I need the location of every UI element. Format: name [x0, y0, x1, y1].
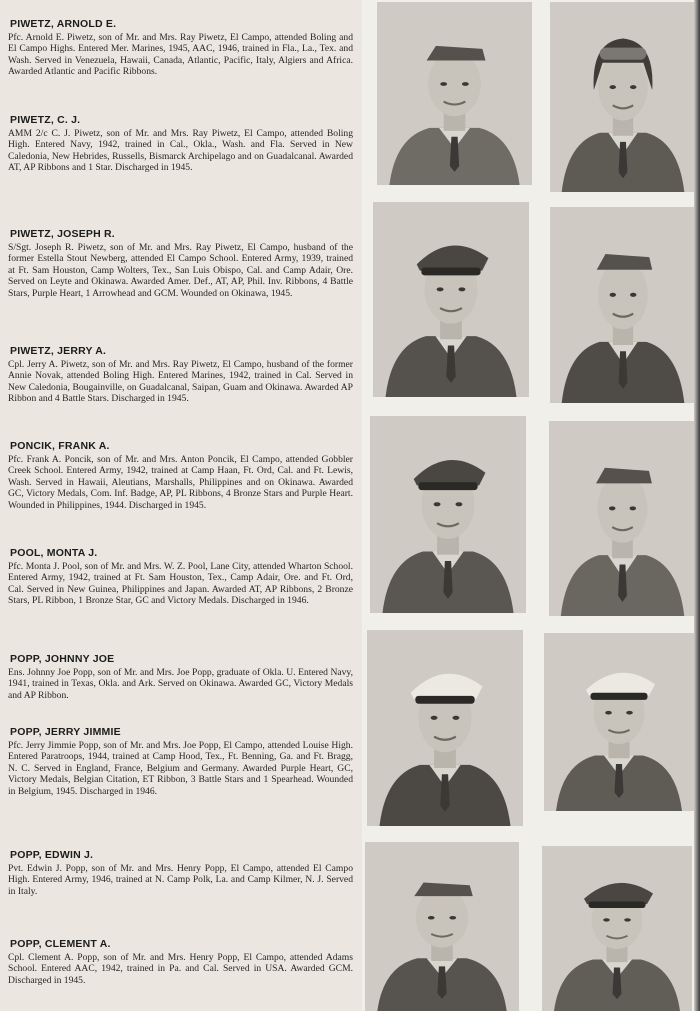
entry-bio: Pfc. Arnold E. Piwetz, son of Mr. and Mrs. Ray Piwetz, El Campo, attended Boling and El Campo Highs. Entered Mer. Marines, 1945, AAC, 1946, trained in Fla., La., Tex. and Wash. Served in Venezuela, Hawaii, Canada, Atlantic, Pacific, Italy, Algiers and Africa. Awarded Atlantic and Pacific Ribbons.: [8, 32, 353, 78]
portrait-image: [542, 846, 692, 1011]
entry-bio: Pfc. Frank A. Poncik, son of Mr. and Mrs. Anton Poncik, El Campo, attended Gobbler Creek School. Entered Army, 1942, trained at Camp Haan, Ft. Ord, Cal. and Ft. Lewis, Wash. Served in Hawaii, Aleutians, Marshalls, Philippines and on Okinawa. Awarded GC, Victory Medals, Com. Inf. Badge, AP, PL Ribbons, 4 Bronze Stars and Purple Heart. Wounded in Philippines, 1944. Discharged in 1945.: [8, 454, 353, 511]
necktie: [618, 565, 627, 602]
eye: [610, 85, 616, 89]
bio-entry: [8, 938, 353, 986]
eye: [605, 711, 612, 715]
entry-name: PONCIK, FRANK A.: [10, 440, 110, 452]
entry-bio: Cpl. Clement A. Popp, son of Mr. and Mrs. Henry Popp, El Campo, attended Adams School. Entered AAC, 1942, trained in Pa. and Cal. Served in USA. Awarded GCM. Discharged in 1945.: [8, 952, 353, 986]
necktie: [450, 137, 459, 172]
entry-bio: S/Sgt. Joseph R. Piwetz, son of Mr. and Mrs. Ray Piwetz, El Campo, husband of the former Estella Stout Newberg, attended El Campo School. Entered Army, 1939, trained at Ft. Sam Houston, Camp Wolters, Tex., San Luis Obispo, Cal. and Camp Adair, Ore. Served on Leyte and Okinawa. Awarded Amer. Def., AT, AP, Phil. Inv. Ribbons, 4 Battle Stars, Purple Heart, 1 Arrowhead and GCM. Wounded on Okinawa, 1945.: [8, 242, 353, 299]
entry-bio: Cpl. Jerry A. Piwetz, son of Mr. and Mrs. Ray Piwetz, El Campo, husband of the former Annie Novak, attended Boling High. Entered Marines, 1942, trained in Cal. Served in New Caledonia, Bougainville, on Guadalcanal, Saipan, Guam and Okinawa. Awarded AP Ribbon and 4 Battle Stars. Discharged in 1945.: [8, 359, 353, 405]
eye: [434, 502, 441, 506]
portrait-photo: [549, 421, 696, 616]
portrait-photo: [544, 633, 694, 811]
eye: [626, 711, 633, 715]
bio-entry: [8, 653, 353, 701]
portrait-image: [550, 207, 696, 403]
bio-entry: [8, 547, 353, 607]
entry-name: POPP, CLEMENT A.: [10, 938, 111, 950]
portrait-photo: [373, 202, 529, 397]
eye: [610, 293, 616, 297]
eye: [630, 293, 636, 297]
page-spine-shadow: [694, 0, 700, 1011]
eye: [428, 916, 435, 920]
necktie: [437, 966, 446, 998]
bio-entry: [8, 849, 353, 897]
goggles: [600, 48, 647, 60]
portrait-image: [550, 2, 696, 192]
cap-brim: [421, 268, 480, 276]
bio-entry: [8, 18, 353, 78]
entry-name: PIWETZ, JERRY A.: [10, 345, 107, 357]
entry-name: POOL, MONTA J.: [10, 547, 98, 559]
entry-name: POPP, JOHNNY JOE: [10, 653, 115, 665]
eye: [449, 916, 456, 920]
face: [416, 888, 468, 947]
bio-entry: [8, 228, 353, 299]
face: [598, 474, 648, 543]
eye: [455, 502, 462, 506]
portrait-image: [365, 842, 519, 1011]
portrait-image: [367, 630, 523, 826]
face: [598, 260, 648, 329]
entry-name: POPP, EDWIN J.: [10, 849, 94, 861]
entry-name: POPP, JERRY JIMMIE: [10, 726, 121, 738]
necktie: [615, 764, 624, 798]
eye: [440, 82, 447, 86]
entry-name: PIWETZ, ARNOLD E.: [10, 18, 117, 30]
cap-brim: [591, 693, 648, 700]
eye: [437, 287, 444, 291]
portrait-photo: [550, 2, 696, 192]
portrait-column: [362, 0, 700, 1011]
eye: [630, 506, 636, 510]
eye: [458, 287, 465, 291]
entry-bio: Ens. Johnny Joe Popp, son of Mr. and Mrs. Joe Popp, graduate of Okla. U. Entered Navy, 1941, trained in Texas, Okla. and Ark. Served on Okinawa. Awarded GC, Victory Medals and AP Ribbon.: [8, 667, 353, 701]
portrait-photo: [550, 207, 696, 403]
bio-entry: [8, 440, 353, 511]
eye: [609, 506, 615, 510]
entry-bio: Pvt. Edwin J. Popp, son of Mr. and Mrs. Henry Popp, El Campo, attended El Campo High. Entered Army, 1946, trained at N. Camp Polk, La. and Camp Kilmer, N. J. Served in Italy.: [8, 863, 353, 897]
entry-name: PIWETZ, C. J.: [10, 114, 81, 126]
portrait-photo: [367, 630, 523, 826]
portrait-image: [549, 421, 696, 616]
eye: [452, 716, 459, 720]
face: [598, 54, 648, 121]
portrait-image: [373, 202, 529, 397]
necktie: [446, 346, 455, 383]
entry-bio: Pfc. Monta J. Pool, son of Mr. and Mrs. W. Z. Pool, Lane City, attended Wharton School. Entered Army, 1942, trained at Ft. Sam Houston, Tex., Camp Adair, Ore. and Ft. Ord, Cal. Served in New Guinea, Philippines and Japan. Awarded AT, AP Ribbons, 2 Bronze Stars, PL Ribbon, 1 Bronze Star, GC and Victory Medals. Discharged in 1946.: [8, 561, 353, 607]
necktie: [619, 351, 628, 389]
portrait-image: [377, 2, 532, 185]
necktie: [619, 142, 628, 178]
bio-entry: [8, 345, 353, 405]
necktie: [440, 774, 449, 812]
eye: [462, 82, 469, 86]
bio-entry: [8, 114, 353, 174]
entry-name: PIWETZ, JOSEPH R.: [10, 228, 115, 240]
portrait-photo: [365, 842, 519, 1011]
eye: [431, 716, 438, 720]
necktie: [443, 561, 452, 599]
entry-bio: Pfc. Jerry Jimmie Popp, son of Mr. and Mrs. Joe Popp, El Campo, attended Louise High. Entered Paratroops, 1944, trained at Camp Hood, Tex., Ft. Benning, Ga. and Ft. Bragg, N. C. Served in England, France, Belgium and Germany. Awarded Purple Heart, GC, Victory Medals, Belgian Citation, ET Ribbon, 3 Battle Stars and 1 Spearhead. Wounded in Belgium, 1945. Discharged in 1946.: [8, 740, 353, 797]
cap-brim: [415, 696, 474, 704]
eye: [624, 918, 631, 921]
cap-brim: [418, 482, 477, 490]
portrait-image: [370, 416, 526, 613]
portrait-photo: [542, 846, 692, 1011]
eye: [603, 918, 610, 921]
portrait-photo: [370, 416, 526, 613]
portrait-image: [544, 633, 694, 811]
entry-bio: AMM 2/c C. J. Piwetz, son of Mr. and Mrs. Ray Piwetz, El Campo, attended Boling High. Entered Navy, 1942, trained in Cal., Okla., Wash. and Fla. Served in New Caledonia, New Hebrides, Russells, Bismarck Archipelago and on Guadalcanal. Awarded AT, AP Ribbons and 1 Star. Discharged in 1945.: [8, 128, 353, 174]
bio-entry: [8, 726, 353, 797]
face: [428, 52, 481, 116]
necktie: [613, 967, 622, 999]
portrait-photo: [377, 2, 532, 185]
cap-brim: [589, 901, 646, 908]
eye: [630, 85, 636, 89]
